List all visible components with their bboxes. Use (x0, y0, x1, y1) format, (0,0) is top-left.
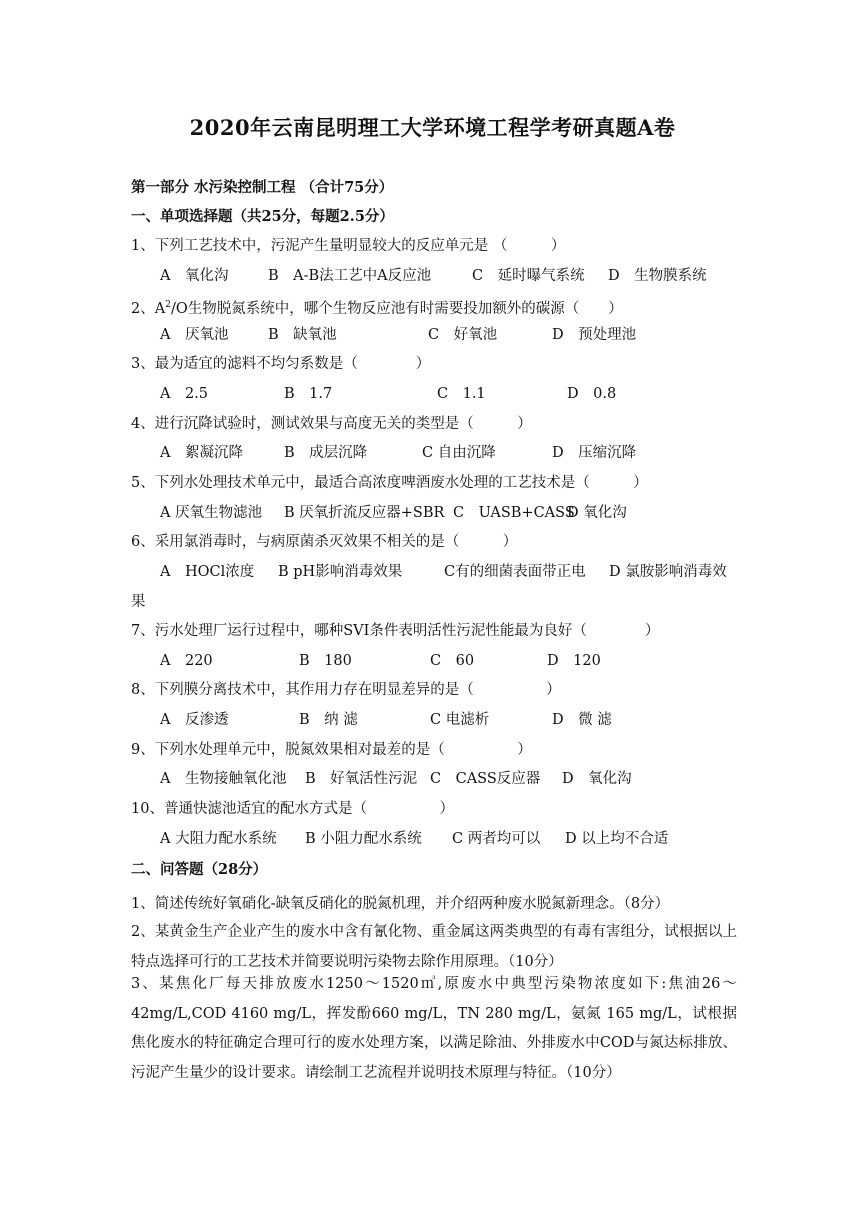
page-title: 2020年云南昆明理工大学环境工程学考研真题A卷 (189, 115, 676, 140)
option-d: D 0.8 (567, 386, 617, 402)
option-d: D 以上均不合适 (565, 831, 669, 847)
option-c: C CASS反应器 (430, 771, 541, 787)
part-heading: 第一部分 水污染控制工程 （合计75分） (131, 179, 394, 196)
question-3: 3、最为适宜的滤料不均匀系数是（ ） (131, 356, 431, 372)
question-5-options (160, 503, 760, 523)
option-c: C 1.1 (437, 386, 486, 402)
qa-question-1: 1、简述传统好氧硝化-缺氧反硝化的脱氮机理，并介绍两种废水脱氮新理念。（8分） (131, 896, 670, 912)
option-c: C 电滤析 (430, 712, 490, 728)
option-d: D 压缩沉降 (552, 445, 637, 461)
question-9: 9、下列水处理单元中，脱氮效果相对最差的是（ ） (131, 742, 532, 758)
option-b: B 厌氧折流反应器+SBR (284, 505, 445, 521)
question-7: 7、污水处理厂运行过程中，哪种SVI条件表明活性污泥性能最为良好（ ） (131, 623, 660, 639)
option-a: A HOCl浓度 (160, 564, 255, 580)
option-c: C有的细菌表面带正电 (444, 564, 586, 580)
question-1: 1、下列工艺技术中，污泥产生量明显较大的反应单元是 （ ） (131, 238, 566, 254)
question-4: 4、进行沉降试验时，测试效果与高度无关的类型是（ ） (131, 416, 532, 432)
option-d: D 预处理池 (552, 327, 637, 343)
question-7-options (160, 651, 760, 671)
option-a: A 反渗透 (160, 712, 229, 728)
option-b: B 成层沉降 (284, 445, 368, 461)
option-c: C 好氧池 (428, 327, 498, 343)
option-d: D 微 滤 (552, 712, 612, 728)
option-b: B 180 (299, 653, 352, 669)
option-a: A 2.5 (160, 386, 209, 402)
question-4-options (160, 443, 760, 463)
option-b: B 缺氧池 (268, 327, 337, 343)
question-5: 5、下列水处理技术单元中，最适合高浓度啤酒废水处理的工艺技术是（ ） (131, 475, 648, 491)
option-b: B 小阻力配水系统 (305, 831, 422, 847)
qa-question-3: 3、某焦化厂每天排放废水1250～1520㎥,原废水中典型污染物浓度如下:焦油26～42mg/L,COD 4160 mg/L，挥发酚660 mg/L，TN 280 mg/L，氨氮 165 mg/L，试根据焦化废水的特征确定合理可行的废水处理方案，以满足除油、外排废水中COD与氮达标排放、污泥产生量少的设计要求。请绘制工艺流程并说明技术原理与特征。（10分） (131, 976, 737, 1081)
qa-question-2: 2、某黄金生产企业产生的废水中含有氰化物、重金属这两类典型的有毒有害组分，试根据以上特点选择可行的工艺技术并简要说明污染物去除作用原理。（10分） (131, 924, 737, 970)
option-d: D 氧化沟 (567, 505, 627, 521)
question-10-options (160, 829, 760, 849)
question-1-options (160, 266, 760, 286)
section-heading-qa: 二、问答题（28分） (131, 861, 268, 878)
question-9-options (160, 769, 760, 789)
option-a: A 厌氧生物滤池 (160, 505, 263, 521)
option-b: B pH影响消毒效果 (278, 564, 403, 580)
option-a: A 絮凝沉降 (160, 445, 243, 461)
option-c: C 延时曝气系统 (472, 268, 585, 284)
option-b: B 好氧活性污泥 (305, 771, 418, 787)
question-2-options (160, 325, 760, 345)
option-c: C 两者均可以 (452, 831, 541, 847)
option-a: A 220 (160, 653, 213, 669)
option-c: C 自由沉降 (422, 445, 496, 461)
section-heading-choice: 一、单项选择题（共25分，每题2.5分） (131, 208, 394, 225)
question-8-options (160, 710, 760, 730)
question-2: 2、$A^2/O$生物脱氮系统中，哪个生物反应池有时需要投加额外的碳源（ ） (131, 300, 623, 317)
option-b: B A-B法工艺中A反应池 (268, 268, 432, 284)
option-d: D 氧化沟 (562, 771, 632, 787)
option-b: B 纳 滤 (299, 712, 358, 728)
question-6-wrap: 果 (131, 594, 146, 610)
question-6: 6、采用氯消毒时，与病原菌杀灭效果不相关的是（ ） (131, 534, 518, 550)
option-d: D 生物膜系统 (608, 268, 707, 284)
option-a: A 生物接触氧化池 (160, 771, 287, 787)
question-6-options (160, 562, 760, 582)
option-b: B 1.7 (284, 386, 333, 402)
option-d: D 120 (547, 653, 601, 669)
option-a: A 厌氧池 (160, 327, 229, 343)
option-c: C 60 (430, 653, 475, 669)
option-d: D 氯胺影响消毒效 (609, 564, 727, 580)
option-a: A 大阻力配水系统 (160, 831, 277, 847)
question-8: 8、下列膜分离技术中，其作用力存在明显差异的是（ ） (131, 682, 561, 698)
question-10: 10、普通快滤池适宜的配水方式是（ ） (131, 801, 454, 817)
option-a: A 氧化沟 (160, 268, 229, 284)
option-c: C UASB+CASS (453, 505, 575, 521)
question-3-options (160, 384, 760, 404)
